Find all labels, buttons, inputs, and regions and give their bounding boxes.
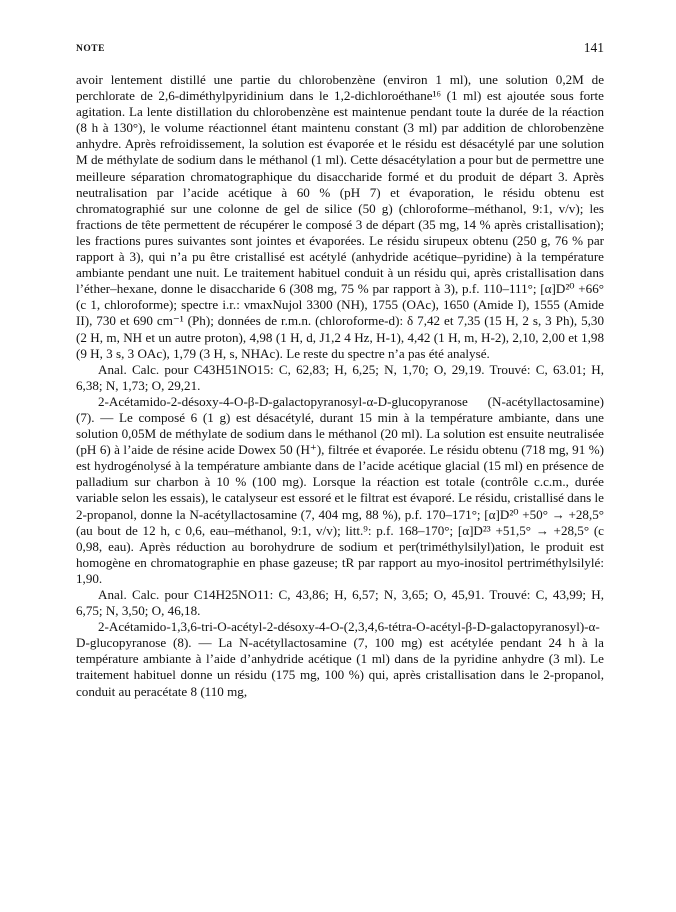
paragraph-n-acetyllactosamine: 2-Acétamido-2-désoxy-4-O-β-D-galactopyranosyl-α-D-glucopyranose (N-acétyllactosamine) (7). — Le composé 6 (1 g) est désacétylé, durant 15 min à la température ambiante, dans une solution 0,05M de méthylate de sodium dans le méthanol (20 ml). La solution est ensuite neutralisée (pH 6) à l’aide de résine acide Dowex 50 (H⁺), filtrée et évaporée. Le résidu obtenu (718 mg, 91 %) est hydrogénolysé à la température ambiante dans de l’acide acétique glacial (15 ml) en présence de palladium sur charbon à 10 % (100 mg). Lorsque la réaction est totale (contrôle c.c.m., durée variable selon les essais), le catalyseur est essoré et le filtrat est évaporé. Le résidu, cristallisé dans le 2-propanol, donne la N-acétyllactosamine (7, 404 mg, 88 %), p.f. 170–171°; [α]D²⁰ +50° → +28,5° (au bout de 12 h, c 0,6, eau–méthanol, 9:1, v/v); litt.⁹: p.f. 168–170°; [α]D²³ +51,5° → +28,5° (c 0,98, eau). Après réduction au borohydrure de sodium et per(triméthylsilyl)ation, le produit est homogène en chromatographie en phase gazeuse; tR par rapport au myo-inositol pertriméthylsilylé: 1,90. <box>76 393 604 586</box>
elemental-analysis-2: Anal. Calc. pour C14H25NO11: C, 43,86; H, 6,57; N, 3,65; O, 45,91. Trouvé: C, 43,99; H, 6,75; N, 3,50; O, 46,18. <box>76 587 604 619</box>
section-label: NOTE <box>76 44 105 54</box>
paragraph-peracetate: 2-Acétamido-1,3,6-tri-O-acétyl-2-désoxy-4-O-(2,3,4,6-tétra-O-acétyl-β-D-galactopyranosyl)-α-D-glucopyranose (8). — La N-acétyllactosamine (7, 100 mg) est acétylée pendant 24 h à la température ambiante à l’aide d’anhydride acétique (1 ml) dans de la pyridine anhydre (3 ml). Le traitement habituel donne un résidu (175 mg, 100 %) qui, après cristallisation dans le 2-propanol, conduit au peracétate 8 (110 mg, <box>76 619 604 699</box>
paragraph-continuation: avoir lentement distillé une partie du chlorobenzène (environ 1 ml), une solution 0,2M de perchlorate de 2,6-diméthylpyridinium dans le 1,2-dichloroéthane¹⁶ (1 ml) est ajoutée sous forte agitation. La lente distillation du chlorobenzène est maintenue pendant toute la durée de la réaction (8 h à 130°), le volume réactionnel étant maintenu constant (3 ml) par addition de chlorobenzène anhydre. Après refroidissement, la solution est évaporée et le résidu est désacétylé par une solution M de méthylate de sodium dans le méthanol (1 ml). Cette désacétylation a pour but de permettre une meilleure séparation chromatographique du disaccharide formé et du produit de départ 3. Après neutralisation par l’acide acétique à 60 % (pH 7) et évaporation, le résidu obtenu est chromatographié sur une colonne de gel de silice (50 g) (chloroforme–méthanol, 9:1, v/v); les fractions de tête permettent de récupérer le composé 3 de départ (35 mg, 14 % après cristallisation); les fractions pures suivantes sont jointes et évaporées. Le résidu sirupeux obtenu (250 g, 76 % par rapport à 3), qui n’a pu être cristallisé est acétylé (anhydride acétique–pyridine) à la température ambiante pendant une nuit. Le traitement habituel conduit à un résidu qui, après cristallisation dans l’éther–hexane, donne le disaccharide 6 (308 mg, 75 % par rapport à 3), p.f. 110–111°; [α]D²⁰ +66° (c 1, chloroforme); spectre i.r.: νmaxNujol 3300 (NH), 1755 (OAc), 1650 (Amide I), 1555 (Amide II), 730 et 690 cm⁻¹ (Ph); données de r.m.n. (chloroforme-d): δ 7,42 et 7,35 (15 H, 2 s, 3 Ph), 5,30 (2 H, m, NH et un autre proton), 4,98 (1 H, d, J1,2 4 Hz, H-1), 4,42 (1 H, m, H-2), 2,10, 2,00 et 1,98 (9 H, 3 s, 3 OAc), 1,79 (3 H, s, NHAc). Le reste du spectre n’a pas été analysé. <box>76 72 604 361</box>
article-body <box>76 72 604 700</box>
elemental-analysis-1: Anal. Calc. pour C43H51NO15: C, 62,83; H, 6,25; N, 1,70; O, 29,19. Trouvé: C, 63.01; H, 6,38; N, 1,73; O, 29,21. <box>76 361 604 393</box>
running-header <box>76 40 604 60</box>
page-number: 141 <box>583 40 604 55</box>
